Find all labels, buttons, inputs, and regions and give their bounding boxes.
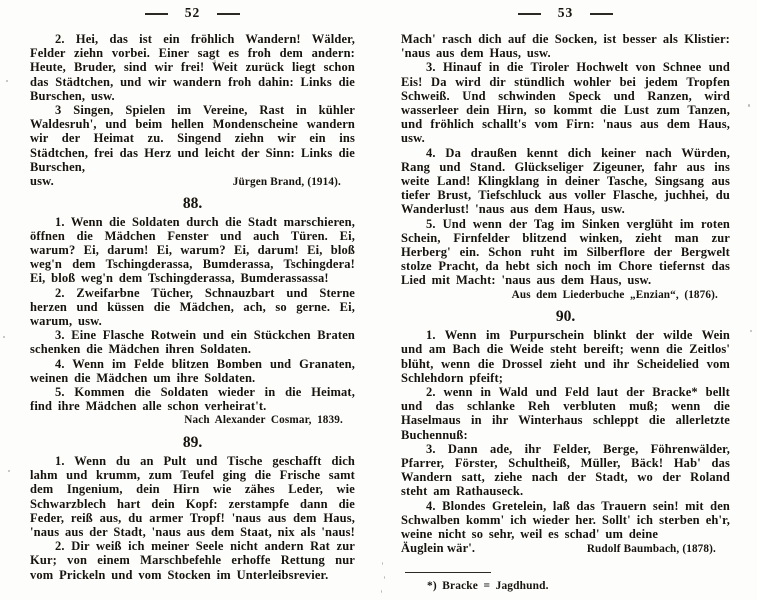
song-88-verse-3: 3. Eine Flasche Rotwein und ein Stückchen Braten schenken die Mädchen ihren Soldaten. [30, 328, 355, 357]
song-90-verse-4-tail: Äuglein wär'. [401, 541, 476, 556]
song-89-verse-1: 1. Wenn du an Pult und Tische geschafft dich lahm und krumm, zum Teufel ging die Frische samt dem Ingenium, dein Hirn wie zähes Leder, wie Schwarzblech hart dein Kopf: zerstampfe dann die Feder, reiß aus, du armer Tropf! 'naus aus dem Haus, 'naus aus der Stadt, 'naus aus dem Staat, nix als 'naus! [30, 453, 355, 539]
song-89-verse-5: 5. Und wenn der Tag im Sinken verglüht im roten Schein, Firnfelder blitzend winken, zieht man zur Herberg' ein. Schon ruht im Silberflore der Bergwelt stolze Pracht, da hebt sich noch im Chore tiefernst das Lied mit Macht: 'naus aus dem Haus, usw. [401, 216, 730, 288]
scan-speck [750, 330, 752, 332]
page-53 [378, 0, 757, 600]
header-dash-icon [590, 13, 613, 15]
scan-speck [748, 104, 750, 107]
song-90-verse-2: 2. wenn in Wald und Feld laut der Bracke* bellt und das schlanke Reh verbluten muß; wenn die Haselmaus in ihr Winterhaus schleppt die allerletzte Buchennuß: [401, 384, 730, 442]
song-88-verse-5: 5. Kommen die Soldaten wieder in die Heimat, find ihre Mädchen alle schon verheirat't. [30, 385, 355, 414]
scan-speck [6, 80, 8, 82]
song-89-heading: 89. [182, 433, 203, 451]
footnote-rule [405, 572, 491, 573]
song-89-verse-2: 2. Dir weiß ich meiner Seele nicht andern Rat zur Kur; von einem Marschbefehle erhoffe Rettung nur vom Prickeln und vom Stocken im Unterleibsrevier. [30, 539, 355, 582]
page-number-left: 52 [184, 5, 201, 20]
page-52 [0, 0, 378, 600]
song-90-verse-1: 1. Wenn im Purpurschein blinkt der wilde Wein und am Bach die Weide steht bereift; wenn die Zeitlos' blüht, wenn die Drossel zieht und ihr Scheidelied vom Schlehdorn pfeift; [401, 328, 730, 385]
song-87-verse-3-tail: usw. [30, 174, 54, 189]
song-87-verse-2: 2. Hei, das ist ein fröhlich Wandern! Wälder, Felder ziehn vorbei. Einer sagt es froh dem andern: Heute, Bruder, sind wir frei! Weit zurück liegt schon das Städtchen, und wir wandern froh dahin: Links die Burschen, usw. [30, 32, 355, 103]
song-87-attribution: Jürgen Brand, (1914). [232, 176, 341, 189]
page-number-right: 53 [557, 5, 574, 20]
scan-speck [384, 576, 385, 579]
scan-speck [381, 590, 382, 593]
page-53-text-block [401, 32, 730, 593]
song-90-attribution: Rudolf Baumbach, (1878). [586, 543, 716, 556]
song-89-verse-4: 4. Da draußen kennt dich keiner nach Würden, Rang und Stand. Glückseliger Zigeuner, fahr aus ins weite Land! Klingklang in deiner Tasche, Singsang aus tiefer Brust, Tiefschluck aus voller Flasche, juchhei, du Wanderlust! 'naus aus dem Haus, usw. [401, 145, 730, 217]
song-90-verse-3: 3. Dann ade, ihr Felder, Berge, Föhrenwälder, Pfarrer, Förster, Schultheiß, Müller, Bäck! Hab' das Wandern satt, ziehe nach der Stadt, wo der Roland steht am Rathauseck. [401, 441, 730, 499]
scan-speck [8, 470, 10, 472]
song-87-verse-3: 3 Singen, Spielen im Vereine, Rast in kühler Waldesruh', und beim hellen Mondenscheine wandern wir der Heimat zu. Singend ziehn wir ein ins Städtchen, frei das Herz und leicht der Sinn: Links die Burschen, [30, 103, 355, 174]
footnote-bracke: *) Bracke = Jagdhund. [427, 579, 549, 592]
song-88-verse-4: 4. Wenn im Felde blitzen Bomben und Granaten, weinen die Mädchen um ihre Soldaten. [30, 356, 355, 385]
scan-speck [382, 562, 383, 565]
song-88-heading: 88. [182, 194, 203, 212]
song-89-verse-2-continuation: Mach' rasch dich auf die Socken, ist besser als Klistier: 'naus aus dem Haus, usw. [401, 32, 730, 61]
song-90-last-line [401, 541, 730, 557]
header-dash-icon [217, 13, 240, 15]
header-dash-icon [518, 13, 541, 15]
page-header-left [30, 5, 355, 21]
song-88-verse-1: 1. Wenn die Soldaten durch die Stadt marschieren, öffnen die Mädchen Fenster und auch Türen. Ei, warum? Ei, darum! Ei, warum? Ei, darum! Ei, bloß weg'n dem Tschingderassa, Bumderassa, Tschingdera! Ei, bloß weg'n dem Tschingderassa, Bumderassassa! [30, 214, 355, 286]
song-90-verse-4: 4. Blondes Gretelein, laß das Trauern sein! mit den Schwalben komm' ich wieder her. Sollt' ich sterben eh'r, weine nicht so sehr, weil es schad' um deine [401, 498, 730, 541]
song-88-attribution: Nach Alexander Cosmar, 1839. [184, 414, 343, 427]
song-88-verse-2: 2. Zweifarbne Tücher, Schnauzbart und Sterne herzen und küssen die Mädchen, ach, so gerne. Ei, warum, usw. [30, 285, 355, 329]
scan-speck [3, 336, 5, 338]
page-52-text-block [30, 32, 355, 582]
song-90-heading: 90. [555, 308, 576, 326]
page-header-right [401, 5, 730, 21]
song-89-attribution: Aus dem Liederbuche „Enzian“, (1876). [511, 288, 718, 301]
song-89-verse-3: 3. Hinauf in die Tiroler Hochwelt von Schnee und Eis! Da wird dir stündlich wohler bei jedem Tropfen Schweiß. Und schwinden Speck und Ranzen, wird wasserleer dein Hirn, so kommt die Lust zum Tanzen, und fröhlich schallt's vom Firn: 'naus aus dem Haus, usw. [401, 60, 730, 146]
song-87-last-line [30, 174, 355, 190]
scan-speck [214, 60, 216, 62]
header-dash-icon [145, 13, 168, 15]
